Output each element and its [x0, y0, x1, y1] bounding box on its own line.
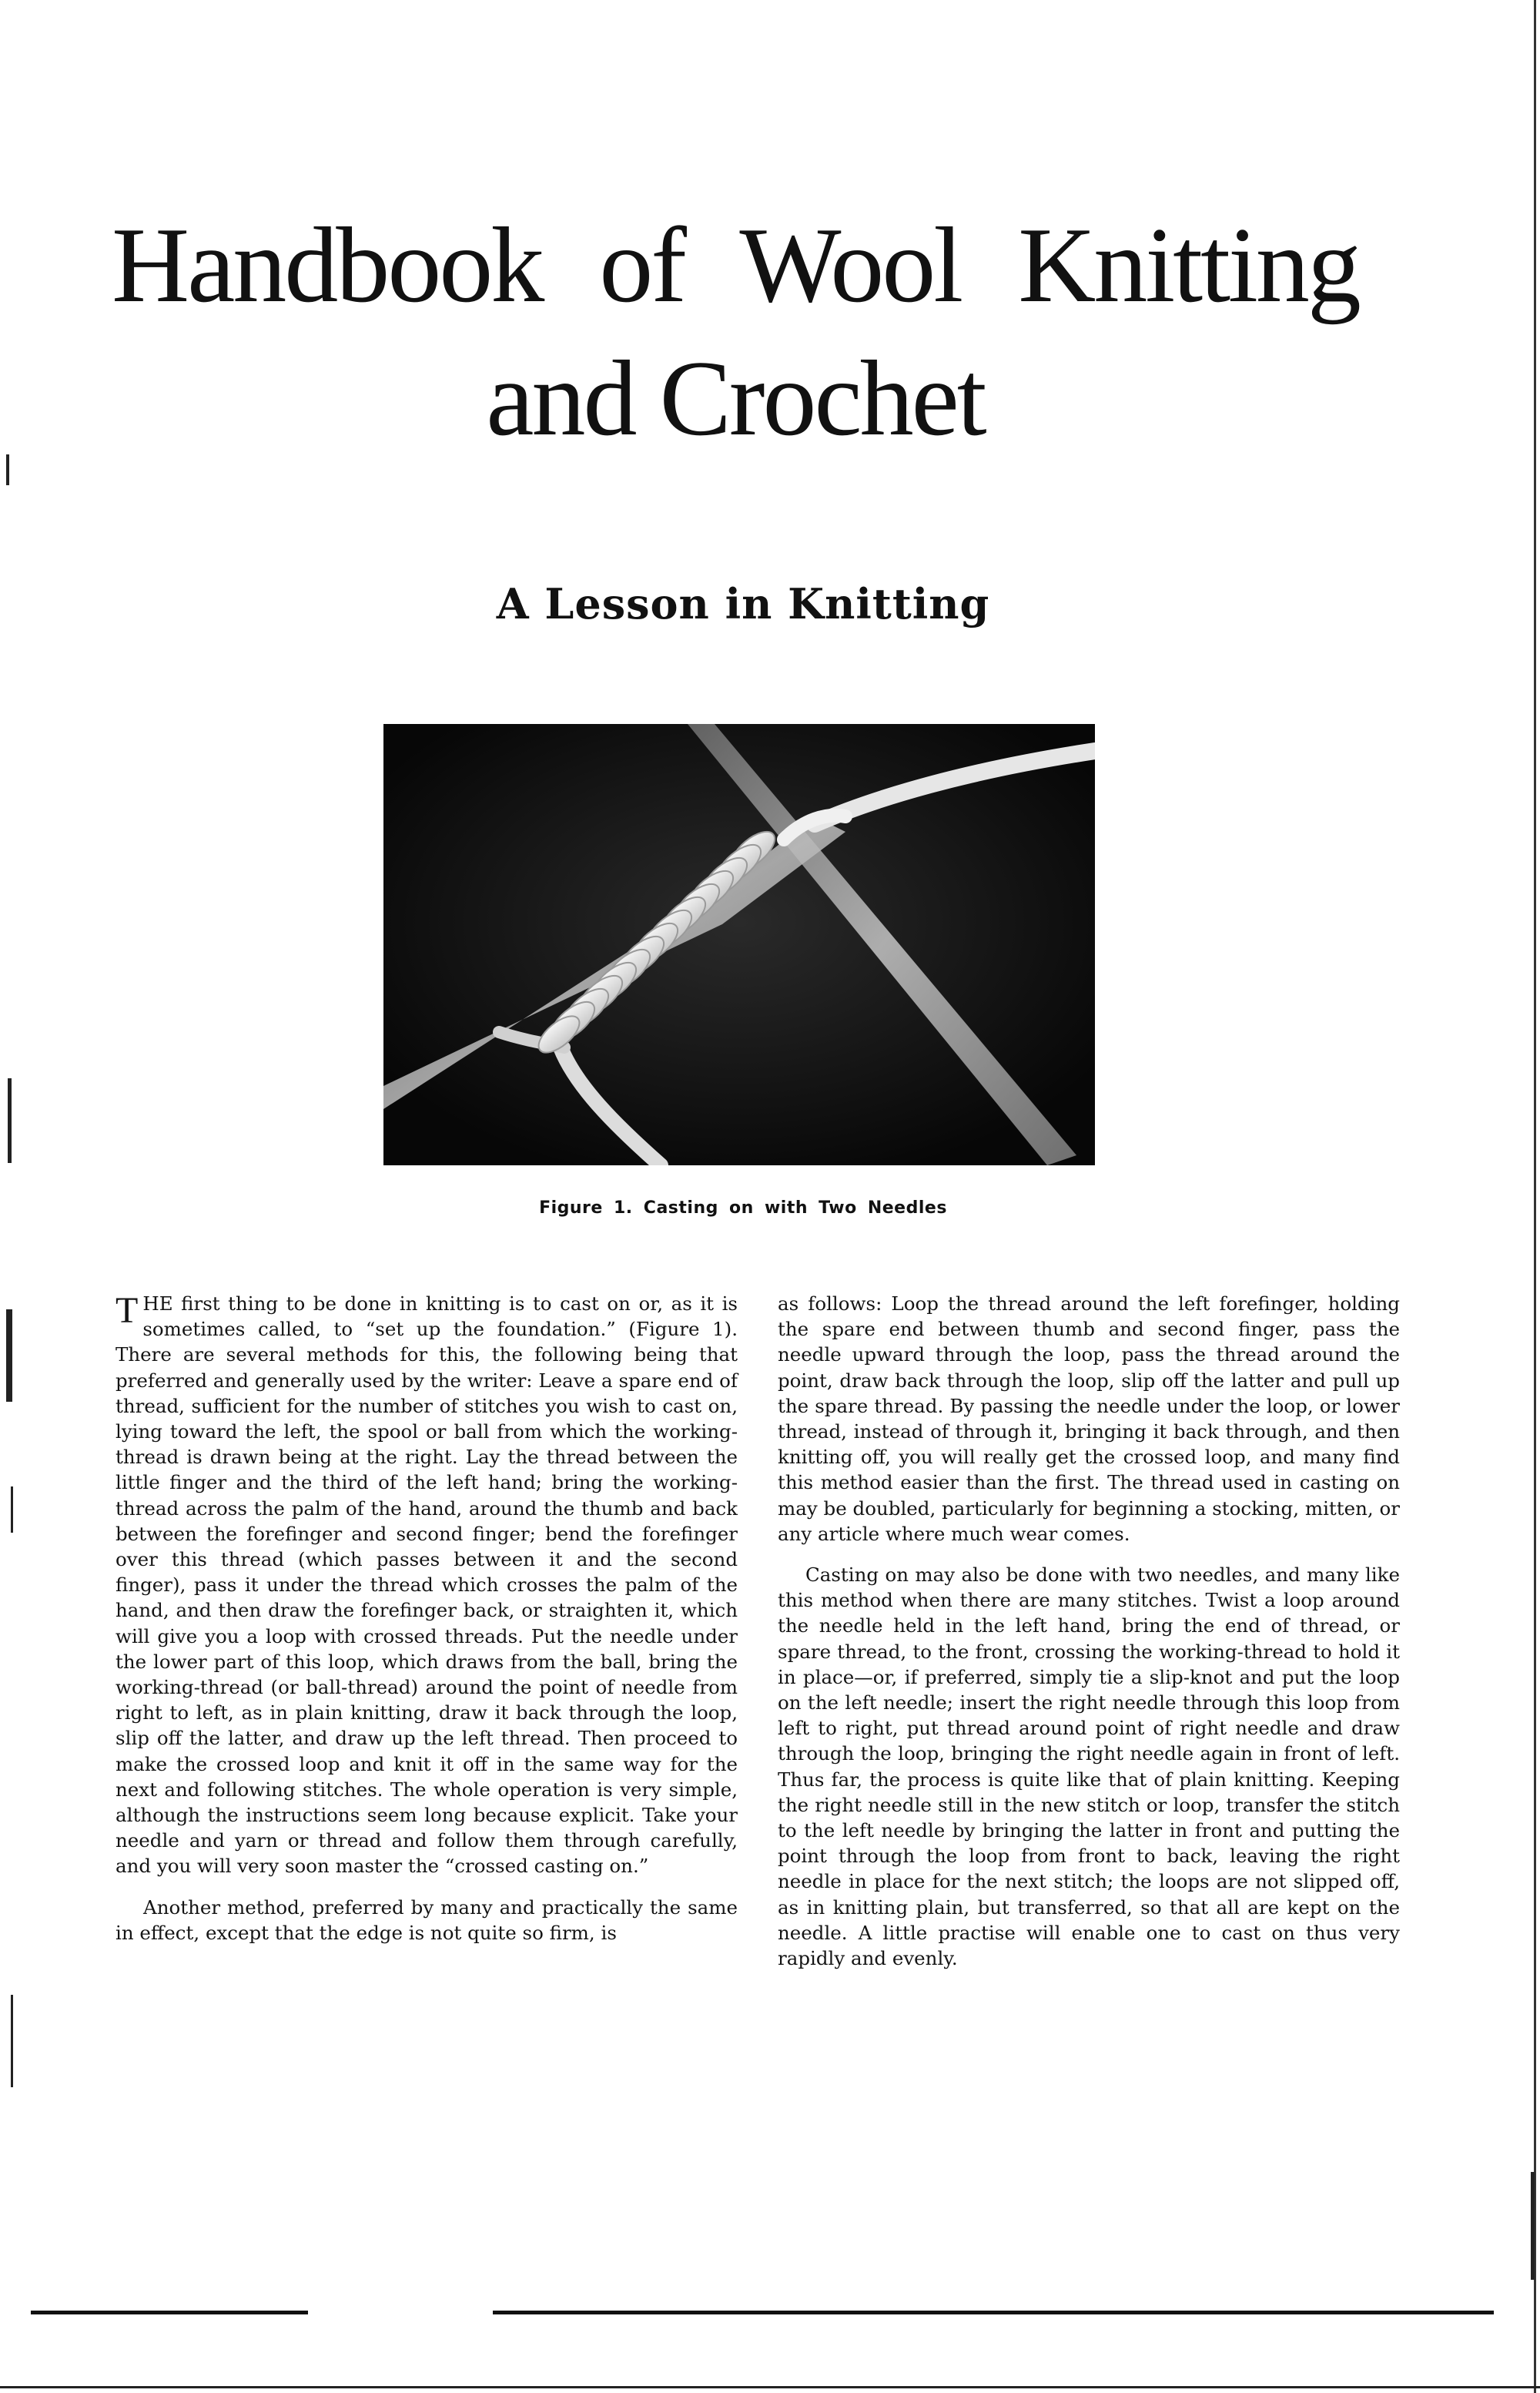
margin-scan-mark	[1531, 2172, 1535, 2280]
page-edge-right	[1534, 0, 1536, 2393]
paragraph: Another method, preferred by many and practically the same in effect, except that the edge is not quite so firm, is	[116, 1895, 738, 1944]
margin-scan-mark	[11, 1486, 13, 1533]
paragraph: as follows: Loop the thread around the left forefinger, holding the spare end between thumb and second finger, pass the needle upward through the loop, pass the thread around the point, draw back through the loop, slip off the latter and pull up the spare thread. By passing the needle under the loop, or lower thread, instead of through it, bringing it back through, and then knitting off, you will really get the crossed loop, and many find this method easier than the first. The thread used in casting on may be doubled, particularly for beginning a stocking, mitten, or any article where much wear comes.	[778, 1292, 1400, 1545]
page-title-line-1: Handbook of Wool Knitting	[112, 206, 1359, 325]
bottom-rule-right	[493, 2311, 1494, 2314]
margin-scan-mark	[11, 1995, 13, 2087]
margin-scan-mark	[6, 454, 9, 485]
page-title-line-2: and Crochet	[486, 339, 985, 458]
paragraph-text: HE first thing to be done in knitting is to cast on or, as it is sometimes called, to “set up the foundation.” (Figure 1). There are several methods for this, the following being that preferred and generally used by the writer: Leave a spare end of thread, sufficient for the number of stitches you wish to cast on, lying toward the left, the spool or ball from which the working-thread is drawn being at the right. Lay the thread between the little finger and the third of the left hand; bring the working-thread across the palm of the hand, around the thumb and back between the forefinger and second finger; bend the forefinger over this thread (which passes between it and the second finger), pass it under the thread which crosses the palm of the hand, and then draw the forefinger back, or straighten it, which will give you a loop with crossed threads. Put the needle under the lower part of this loop, which draws from the ball, bring the working-thread (or ball-thread) around the point of needle from right to left, as in plain knitting, draw it back through the loop, slip off the latter, and draw up the left thread. Then proceed to make the crossed loop and knit it off in the same way for the next and following stitches. The whole operation is very simple, although the instructions seem long because explicit. Take your needle and yarn or thread and follow them through carefully, and you will very soon master the “crossed casting on.”	[116, 1292, 738, 1878]
text-column-left	[116, 1291, 738, 1961]
figure-photo-knitting-needles	[383, 724, 1095, 1165]
section-heading: A Lesson in Knitting	[496, 579, 990, 628]
bottom-rule-left	[31, 2311, 308, 2314]
photo-background	[383, 724, 1095, 1165]
page-edge-bottom	[0, 2386, 1540, 2388]
text-column-right	[778, 1291, 1400, 1986]
margin-scan-mark	[6, 1309, 12, 1402]
figure-caption: Figure 1. Casting on with Two Needles	[539, 1198, 947, 1218]
paragraph	[116, 1291, 738, 1879]
drop-cap: T	[116, 1290, 139, 1331]
knitting-needles-illustration	[383, 724, 1095, 1165]
paragraph: Casting on may also be done with two needles, and many like this method when there are many stitches. Twist a loop around the needle held in the left hand, bring the end of thread, or spare thread, to the front, crossing the working-thread to hold it in place—or, if preferred, simply tie a slip-knot and put the loop on the left needle; insert the right needle through this loop from left to right, put thread around point of right needle and draw through the loop, bringing the right needle again in front of left. Thus far, the process is quite like that of plain knitting. Keeping the right needle still in the new stitch or loop, transfer the stitch to the left needle by bringing the latter in front and putting the point through the loop from front to back, leaving the right needle in place for the next stitch; the loops are not slipped off, as in knitting plain, but transferred, so that all are kept on the needle. A little practise will enable one to cast on thus very rapidly and evenly.	[778, 1563, 1400, 1970]
margin-scan-mark	[8, 1078, 12, 1163]
